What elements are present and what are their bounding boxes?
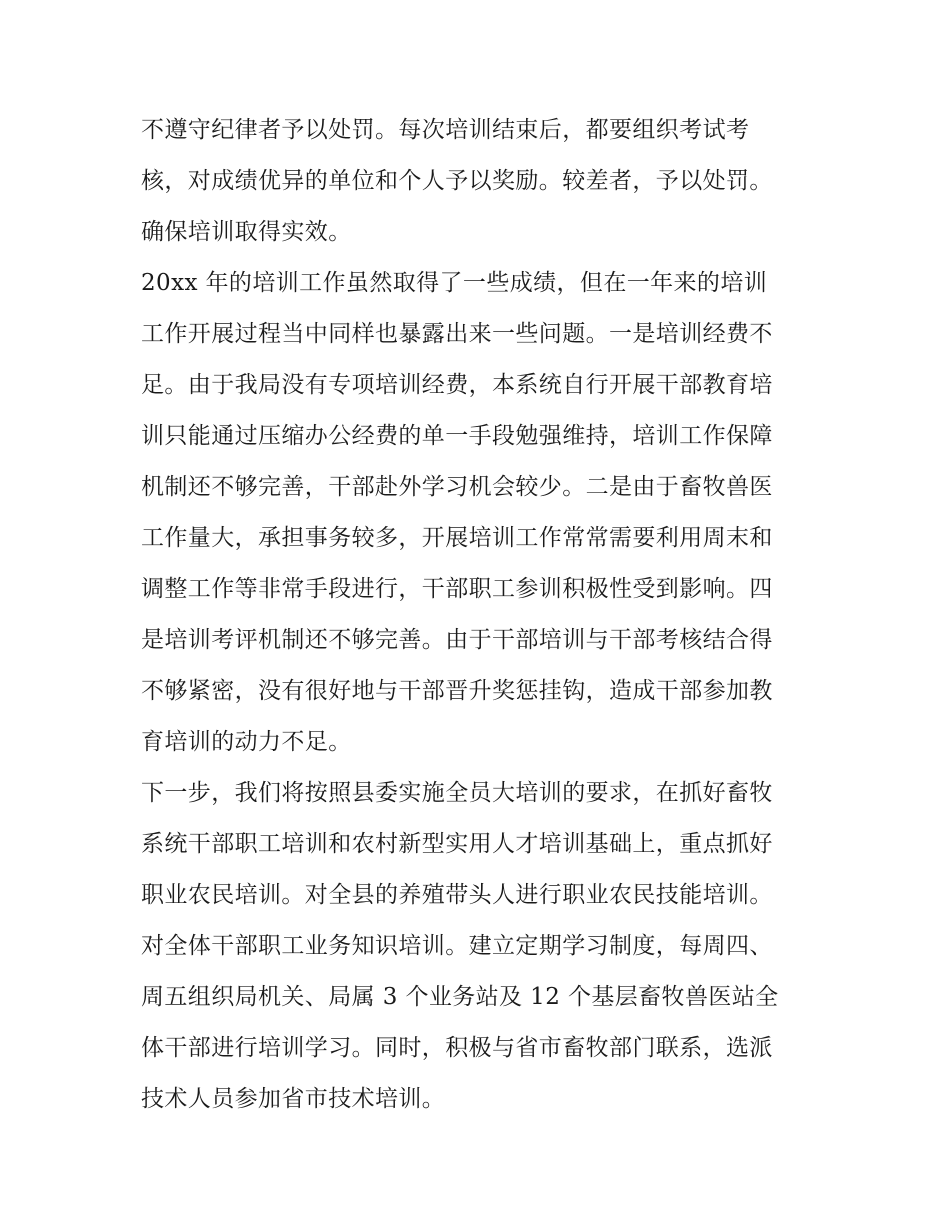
text-line: 是培训考评机制还不够完善。由于干部培训与干部考核结合得 [141,627,773,653]
text-line: 职业农民培训。对全县的养殖带头人进行职业农民技能培训。 [141,882,773,908]
text-line: 机制还不够完善，干部赴外学习机会较少。二是由于畜牧兽医 [141,474,773,500]
text-line: 周五组织局机关、局属 3 个业务站及 12 个基层畜牧兽医站全 [141,984,779,1010]
text-line: 工作开展过程当中同样也暴露出来一些问题。一是培训经费不 [141,321,773,347]
text-line: 体干部进行培训学习。同时，积极与省市畜牧部门联系，选派 [141,1035,773,1061]
text-line: 不够紧密，没有很好地与干部晋升奖惩挂钩，造成干部参加教 [141,678,773,704]
paragraph-2 [141,258,813,768]
text-line: 训只能通过压缩办公经费的单一手段勉强维持，培训工作保障 [141,423,773,449]
document-body [141,105,813,1125]
text-line: 确保培训取得实效。 [141,219,352,245]
text-line: 技术人员参加省市技术培训。 [141,1086,446,1112]
text-line: 育培训的动力不足。 [141,729,352,755]
text-line: 20xx 年的培训工作虽然取得了一些成绩，但在一年来的培训 [141,270,768,296]
text-line: 工作量大，承担事务较多，开展培训工作常常需要利用周末和 [141,525,773,551]
text-line: 不遵守纪律者予以处罚。每次培训结束后，都要组织考试考 [141,117,750,143]
text-line: 对全体干部职工业务知识培训。建立定期学习制度，每周四、 [141,933,773,959]
paragraph-3 [141,768,813,1125]
text-line: 足。由于我局没有专项培训经费，本系统自行开展干部教育培 [141,372,773,398]
text-line: 下一步，我们将按照县委实施全员大培训的要求，在抓好畜牧 [141,780,773,806]
text-line: 系统干部职工培训和农村新型实用人才培训基础上，重点抓好 [141,831,773,857]
text-line: 核，对成绩优异的单位和个人予以奖励。较差者，予以处罚。 [141,168,773,194]
paragraph-1 [141,105,813,258]
text-line: 调整工作等非常手段进行，干部职工参训积极性受到影响。四 [141,576,773,602]
